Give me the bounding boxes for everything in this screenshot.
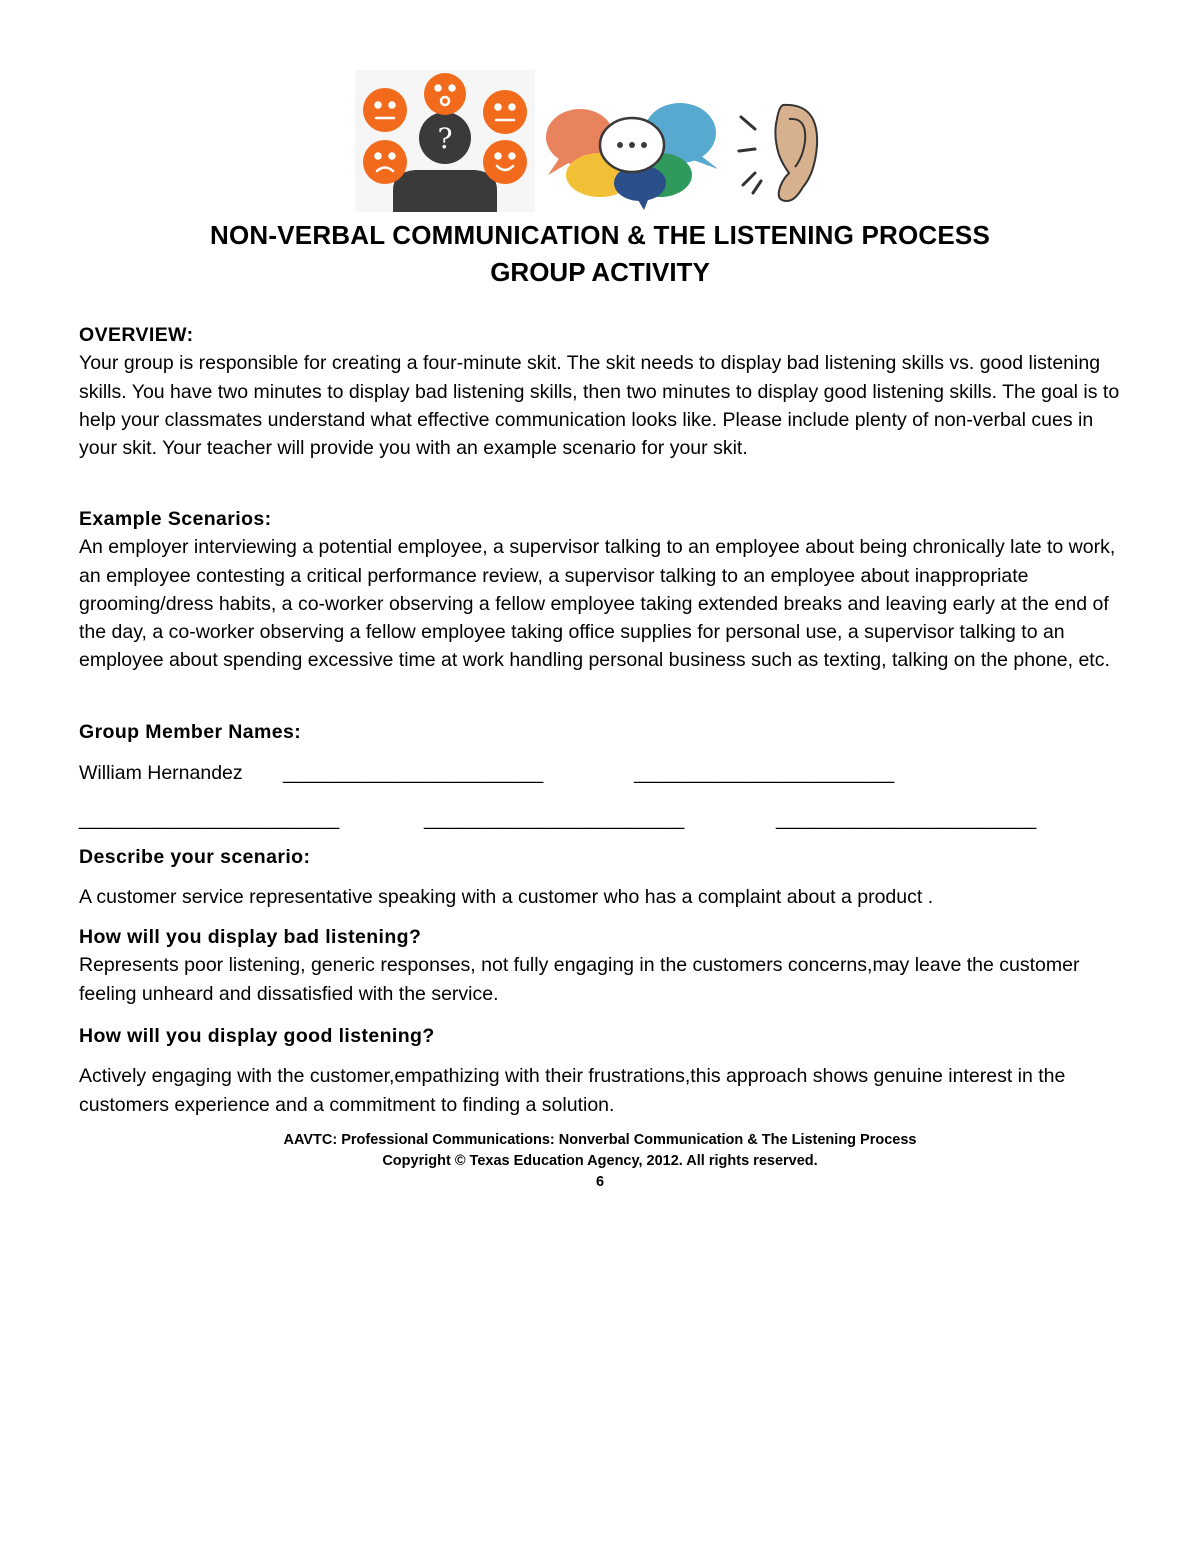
- member-name-1: William Hernandez: [79, 762, 243, 784]
- members-heading: Group Member Names:: [79, 721, 302, 743]
- scenario-heading: Describe your scenario:: [79, 846, 311, 868]
- member-blank-6: ________________________: [776, 808, 1037, 830]
- examples-section: [79, 505, 1129, 675]
- page-title: NON-VERBAL COMMUNICATION & THE LISTENING PROCESS: [210, 220, 990, 250]
- svg-text:?: ?: [437, 122, 453, 155]
- members-section: [79, 718, 1129, 746]
- footer-course: AAVTC: Professional Communications: Nonverbal Communication & The Listening Process: [283, 1132, 917, 1148]
- page-subtitle: GROUP ACTIVITY: [490, 257, 710, 287]
- footer-copyright: Copyright © Texas Education Agency, 2012. All rights reserved.: [382, 1153, 818, 1169]
- member-blank-5: ________________________: [424, 808, 685, 830]
- scenario-text: A customer service representative speaking with a customer who has a complaint about a product .: [79, 886, 934, 909]
- page-number: 6: [595, 1174, 605, 1190]
- member-blank-3: ________________________: [634, 762, 895, 784]
- good-listening-section: [79, 1022, 1129, 1119]
- speech-bubbles-illustration: [540, 95, 725, 210]
- examples-text: An employer interviewing a potential employee, a supervisor talking to an employee about being chronically late to work, an employee contesting a critical performance review, a supervisor talking to an employee about inappropriate grooming/dress habits, a co-worker observing a fellow employee taking extended breaks and leaving early at the end of the day, a co-worker observing a fellow employee taking office supplies for personal use, a supervisor talking to an employee about spending excessive time at work handling personal business such as texting, talking on the phone, etc.: [79, 536, 1116, 672]
- member-blank-2: ________________________: [283, 762, 544, 784]
- member-blank-4: ________________________: [79, 808, 340, 830]
- ear-illustration: [733, 95, 828, 210]
- overview-section: [79, 321, 1129, 462]
- overview-heading: OVERVIEW:: [79, 324, 194, 346]
- bad-listening-text: Represents poor listening, generic responses, not fully engaging in the customers concerns,may leave the customer feeling unheard and dissatisfied with the service.: [79, 954, 1080, 1005]
- scenario-section: [79, 843, 1129, 912]
- bad-listening-heading: How will you display bad listening?: [79, 926, 422, 948]
- examples-heading: Example Scenarios:: [79, 508, 272, 530]
- emotions-faces-illustration: [355, 70, 535, 212]
- good-listening-heading: How will you display good listening?: [79, 1025, 435, 1047]
- overview-text: Your group is responsible for creating a four-minute skit. The skit needs to display bad listening skills vs. good listening skills. You have two minutes to display bad listening skills, then two minutes to display good listening skills. The goal is to help your classmates understand what effective communication looks like. Please include plenty of non-verbal cues in your skit. Your teacher will provide you with an example scenario for your skit.: [79, 352, 1120, 460]
- bad-listening-section: [79, 923, 1129, 1008]
- good-listening-text: Actively engaging with the customer,empathizing with their frustrations,this approach shows genuine interest in the customers experience and a commitment to finding a solution.: [79, 1065, 1066, 1116]
